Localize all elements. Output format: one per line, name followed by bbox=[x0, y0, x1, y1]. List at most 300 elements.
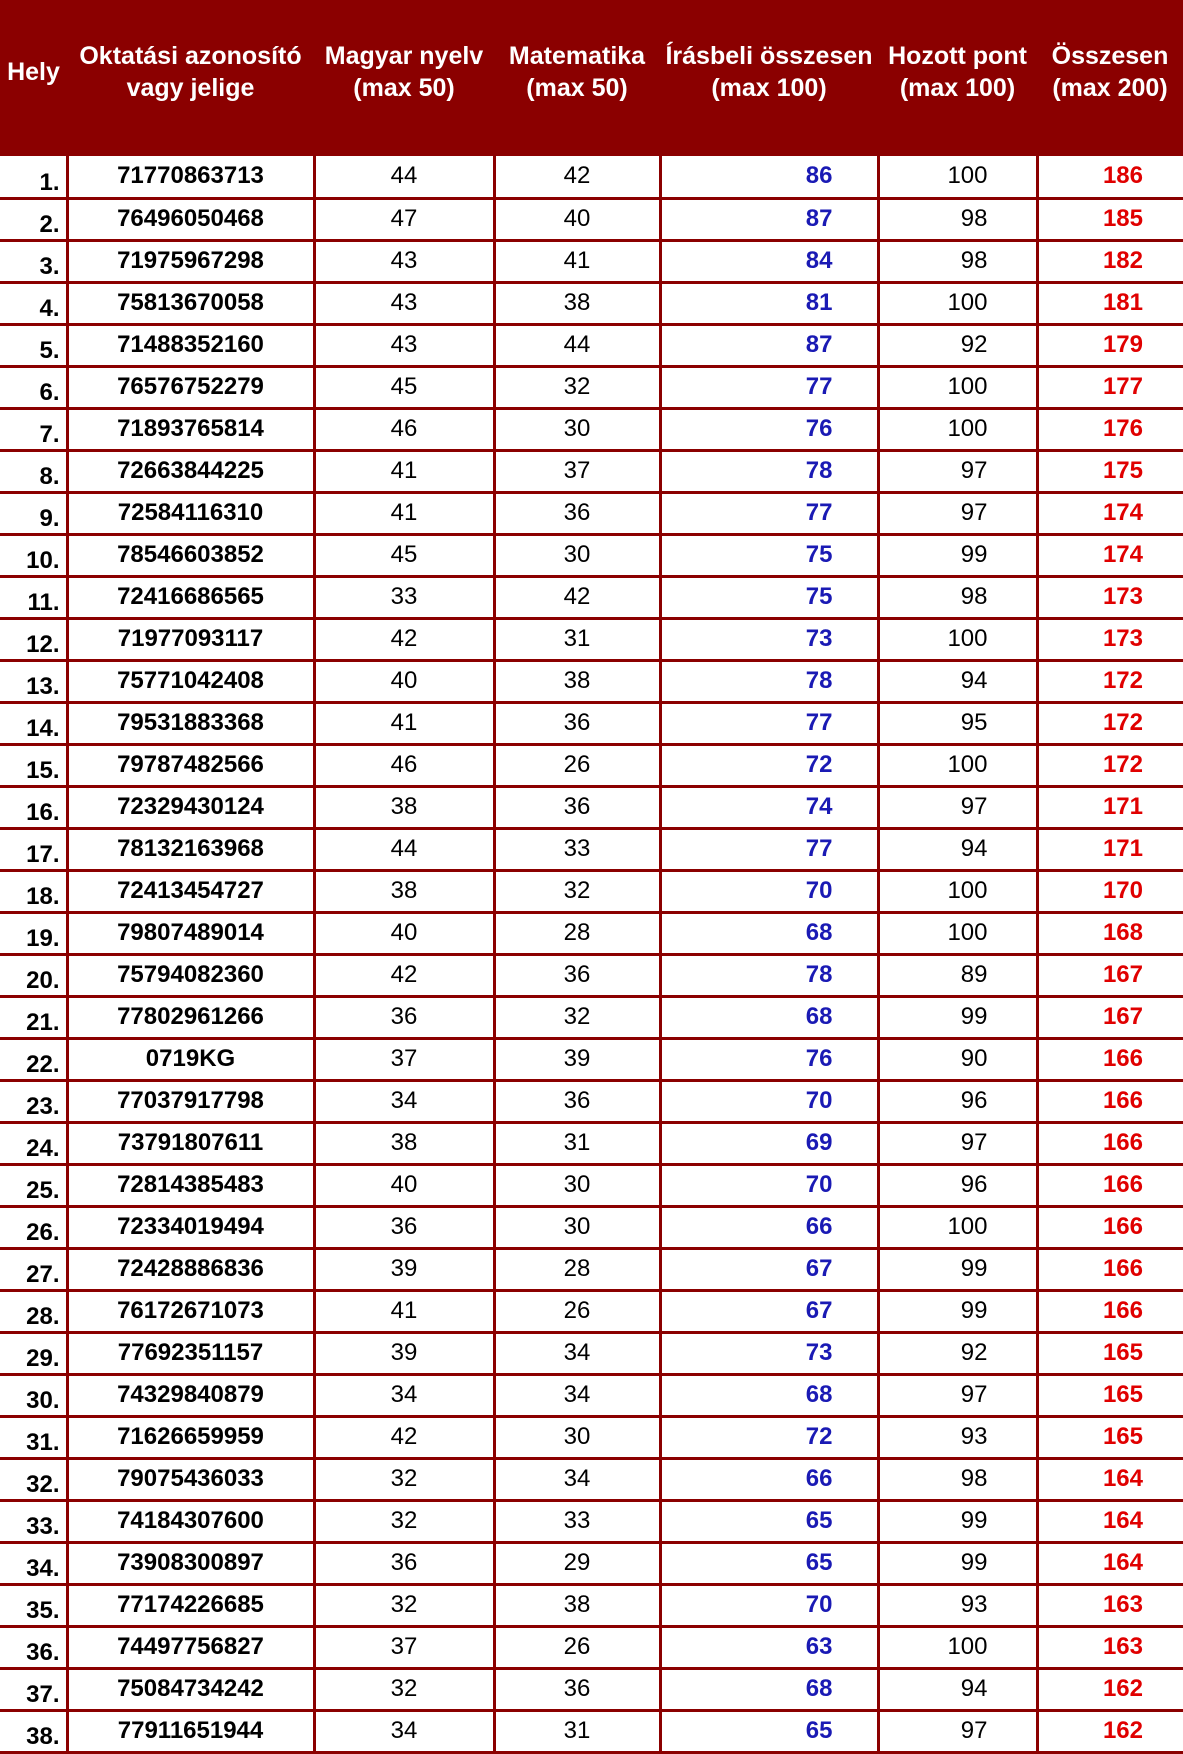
brought-points-cell: 98 bbox=[878, 576, 1037, 618]
brought-header-line2: (max 100) bbox=[899, 74, 1016, 102]
brought-points-cell: 93 bbox=[878, 1584, 1037, 1626]
grand-total-cell: 174 bbox=[1037, 534, 1183, 576]
brought-points-cell: 97 bbox=[878, 450, 1037, 492]
grand-total-header bbox=[1037, 0, 1183, 156]
hungarian-score-cell: 39 bbox=[314, 1332, 494, 1374]
rank-cell: 22. bbox=[0, 1038, 67, 1080]
hungarian-score-cell: 42 bbox=[314, 1416, 494, 1458]
hungarian-score-cell: 41 bbox=[314, 492, 494, 534]
written-total-cell: 70 bbox=[660, 870, 878, 912]
applicant-code-cell: 79075436033 bbox=[67, 1458, 314, 1500]
grand-total-cell: 182 bbox=[1037, 240, 1183, 282]
rank-cell: 34. bbox=[0, 1542, 67, 1584]
brought-points-cell: 94 bbox=[878, 660, 1037, 702]
written-total-cell: 87 bbox=[660, 198, 878, 240]
written-total-cell: 70 bbox=[660, 1584, 878, 1626]
grand-total-cell: 176 bbox=[1037, 408, 1183, 450]
written-total-cell: 68 bbox=[660, 1374, 878, 1416]
table-row bbox=[0, 324, 1183, 366]
brought-points-cell: 100 bbox=[878, 618, 1037, 660]
math-score-cell: 36 bbox=[494, 786, 660, 828]
table-row bbox=[0, 450, 1183, 492]
hungarian-score-cell: 33 bbox=[314, 576, 494, 618]
table-row bbox=[0, 1206, 1183, 1248]
applicant-code-cell: 79531883368 bbox=[67, 702, 314, 744]
math-score-cell: 33 bbox=[494, 1500, 660, 1542]
applicant-code-cell: 71893765814 bbox=[67, 408, 314, 450]
grand-total-cell: 165 bbox=[1037, 1332, 1183, 1374]
math-score-cell: 30 bbox=[494, 1206, 660, 1248]
rank-cell: 21. bbox=[0, 996, 67, 1038]
math-score-cell: 28 bbox=[494, 1248, 660, 1290]
grand-total-cell: 173 bbox=[1037, 618, 1183, 660]
rank-cell: 8. bbox=[0, 450, 67, 492]
written-total-cell: 78 bbox=[660, 660, 878, 702]
brought-points-cell: 89 bbox=[878, 954, 1037, 996]
table-body bbox=[0, 156, 1183, 1752]
rank-cell: 26. bbox=[0, 1206, 67, 1248]
code-header-line2: vagy jelige bbox=[126, 74, 255, 102]
rank-cell: 20. bbox=[0, 954, 67, 996]
written-total-cell: 68 bbox=[660, 996, 878, 1038]
math-score-cell: 30 bbox=[494, 1416, 660, 1458]
grand-total-cell: 166 bbox=[1037, 1080, 1183, 1122]
brought-points-cell: 100 bbox=[878, 366, 1037, 408]
rank-cell: 3. bbox=[0, 240, 67, 282]
written-total-cell: 65 bbox=[660, 1542, 878, 1584]
rank-cell: 5. bbox=[0, 324, 67, 366]
table-row bbox=[0, 156, 1183, 198]
grand-total-cell: 174 bbox=[1037, 492, 1183, 534]
table-row bbox=[0, 1038, 1183, 1080]
hungarian-score-cell: 47 bbox=[314, 198, 494, 240]
math-score-cell: 38 bbox=[494, 660, 660, 702]
math-score-cell: 36 bbox=[494, 1668, 660, 1710]
applicant-code-cell: 77692351157 bbox=[67, 1332, 314, 1374]
written-total-cell: 73 bbox=[660, 618, 878, 660]
math-score-cell: 41 bbox=[494, 240, 660, 282]
math-score-cell: 31 bbox=[494, 1122, 660, 1164]
applicant-code-cell: 79787482566 bbox=[67, 744, 314, 786]
rank-cell: 13. bbox=[0, 660, 67, 702]
brought-points-cell: 99 bbox=[878, 534, 1037, 576]
hungarian-score-cell: 34 bbox=[314, 1710, 494, 1752]
rank-cell: 27. bbox=[0, 1248, 67, 1290]
written-total-cell: 72 bbox=[660, 1416, 878, 1458]
table-row bbox=[0, 1584, 1183, 1626]
rank-cell: 30. bbox=[0, 1374, 67, 1416]
hungarian-score-cell: 32 bbox=[314, 1584, 494, 1626]
grand-total-cell: 179 bbox=[1037, 324, 1183, 366]
math-score-cell: 28 bbox=[494, 912, 660, 954]
math-score-cell: 38 bbox=[494, 1584, 660, 1626]
grand-total-cell: 177 bbox=[1037, 366, 1183, 408]
written-total-cell: 66 bbox=[660, 1458, 878, 1500]
grand-total-cell: 172 bbox=[1037, 702, 1183, 744]
table-row bbox=[0, 1416, 1183, 1458]
hungarian-score-cell: 32 bbox=[314, 1668, 494, 1710]
brought-points-cell: 99 bbox=[878, 1500, 1037, 1542]
table-row bbox=[0, 954, 1183, 996]
written-total-cell: 86 bbox=[660, 156, 878, 198]
hungarian-score-cell: 37 bbox=[314, 1038, 494, 1080]
math-header bbox=[494, 0, 660, 156]
brought-points-cell: 99 bbox=[878, 1248, 1037, 1290]
hungarian-score-cell: 38 bbox=[314, 870, 494, 912]
rank-cell: 15. bbox=[0, 744, 67, 786]
brought-points-cell: 100 bbox=[878, 408, 1037, 450]
hungarian-score-cell: 40 bbox=[314, 912, 494, 954]
table-row bbox=[0, 1542, 1183, 1584]
grand-total-cell: 181 bbox=[1037, 282, 1183, 324]
grand-total-cell: 166 bbox=[1037, 1290, 1183, 1332]
grand-total-cell: 171 bbox=[1037, 786, 1183, 828]
written-total-cell: 76 bbox=[660, 1038, 878, 1080]
table-row bbox=[0, 1626, 1183, 1668]
math-score-cell: 44 bbox=[494, 324, 660, 366]
written-total-cell: 73 bbox=[660, 1332, 878, 1374]
written-total-cell: 84 bbox=[660, 240, 878, 282]
applicant-code-cell: 72334019494 bbox=[67, 1206, 314, 1248]
math-score-cell: 33 bbox=[494, 828, 660, 870]
rank-cell: 1. bbox=[0, 156, 67, 198]
applicant-code-cell: 75771042408 bbox=[67, 660, 314, 702]
math-score-cell: 29 bbox=[494, 1542, 660, 1584]
grand-total-cell: 185 bbox=[1037, 198, 1183, 240]
grand-total-cell: 168 bbox=[1037, 912, 1183, 954]
applicant-code-cell: 0719KG bbox=[67, 1038, 314, 1080]
grand-total-cell: 166 bbox=[1037, 1038, 1183, 1080]
applicant-code-cell: 72814385483 bbox=[67, 1164, 314, 1206]
grand-total-cell: 165 bbox=[1037, 1374, 1183, 1416]
code-header-line1: Oktatási azonosító bbox=[79, 42, 302, 70]
math-score-cell: 30 bbox=[494, 408, 660, 450]
hungarian-score-cell: 45 bbox=[314, 366, 494, 408]
rank-cell: 23. bbox=[0, 1080, 67, 1122]
applicant-code-cell: 74184307600 bbox=[67, 1500, 314, 1542]
applicant-code-cell: 74329840879 bbox=[67, 1374, 314, 1416]
brought-points-cell: 94 bbox=[878, 828, 1037, 870]
applicant-code-cell: 77911651944 bbox=[67, 1710, 314, 1752]
rank-cell: 18. bbox=[0, 870, 67, 912]
applicant-code-cell: 72584116310 bbox=[67, 492, 314, 534]
hungarian-score-cell: 42 bbox=[314, 954, 494, 996]
grand-total-cell: 166 bbox=[1037, 1206, 1183, 1248]
rank-cell: 17. bbox=[0, 828, 67, 870]
rank-cell: 19. bbox=[0, 912, 67, 954]
brought-points-cell: 92 bbox=[878, 324, 1037, 366]
table-row bbox=[0, 996, 1183, 1038]
rank-cell: 37. bbox=[0, 1668, 67, 1710]
applicant-code-cell: 72413454727 bbox=[67, 870, 314, 912]
table-row bbox=[0, 660, 1183, 702]
table-row bbox=[0, 912, 1183, 954]
table-row bbox=[0, 198, 1183, 240]
applicant-code-cell: 77037917798 bbox=[67, 1080, 314, 1122]
applicant-code-cell: 76172671073 bbox=[67, 1290, 314, 1332]
math-score-cell: 31 bbox=[494, 618, 660, 660]
table-row bbox=[0, 240, 1183, 282]
applicant-code-cell: 75794082360 bbox=[67, 954, 314, 996]
grand-total-cell: 162 bbox=[1037, 1668, 1183, 1710]
brought-points-cell: 92 bbox=[878, 1332, 1037, 1374]
hungarian-header bbox=[314, 0, 494, 156]
applicant-code-cell: 77174226685 bbox=[67, 1584, 314, 1626]
brought-points-cell: 99 bbox=[878, 1542, 1037, 1584]
rank-cell: 2. bbox=[0, 198, 67, 240]
math-score-cell: 37 bbox=[494, 450, 660, 492]
math-score-cell: 34 bbox=[494, 1458, 660, 1500]
written-total-cell: 72 bbox=[660, 744, 878, 786]
table-row bbox=[0, 492, 1183, 534]
written-total-cell: 77 bbox=[660, 828, 878, 870]
math-score-cell: 34 bbox=[494, 1374, 660, 1416]
math-score-cell: 42 bbox=[494, 156, 660, 198]
rank-cell: 16. bbox=[0, 786, 67, 828]
table-row bbox=[0, 366, 1183, 408]
written-total-cell: 77 bbox=[660, 366, 878, 408]
brought-points-cell: 100 bbox=[878, 156, 1037, 198]
hungarian-score-cell: 41 bbox=[314, 1290, 494, 1332]
math-score-cell: 30 bbox=[494, 534, 660, 576]
hungarian-score-cell: 36 bbox=[314, 1542, 494, 1584]
applicant-code-cell: 76576752279 bbox=[67, 366, 314, 408]
applicant-code-cell: 71975967298 bbox=[67, 240, 314, 282]
brought-points-cell: 96 bbox=[878, 1080, 1037, 1122]
hungarian-score-cell: 32 bbox=[314, 1458, 494, 1500]
applicant-code-cell: 71977093117 bbox=[67, 618, 314, 660]
table-row bbox=[0, 702, 1183, 744]
applicant-code-cell: 76496050468 bbox=[67, 198, 314, 240]
rank-cell: 12. bbox=[0, 618, 67, 660]
applicant-code-cell: 75813670058 bbox=[67, 282, 314, 324]
grand-total-cell: 163 bbox=[1037, 1584, 1183, 1626]
brought-points-cell: 97 bbox=[878, 1710, 1037, 1752]
rank-cell: 28. bbox=[0, 1290, 67, 1332]
math-score-cell: 30 bbox=[494, 1164, 660, 1206]
applicant-code-cell: 74497756827 bbox=[67, 1626, 314, 1668]
math-score-cell: 26 bbox=[494, 1626, 660, 1668]
table-row bbox=[0, 1164, 1183, 1206]
rank-cell: 33. bbox=[0, 1500, 67, 1542]
brought-points-cell: 97 bbox=[878, 1374, 1037, 1416]
brought-points-cell: 97 bbox=[878, 1122, 1037, 1164]
brought-points-cell: 100 bbox=[878, 1206, 1037, 1248]
math-score-cell: 32 bbox=[494, 366, 660, 408]
math-score-cell: 38 bbox=[494, 282, 660, 324]
applicant-code-cell: 79807489014 bbox=[67, 912, 314, 954]
math-header-line2: (max 50) bbox=[526, 74, 628, 102]
applicant-code-cell: 71626659959 bbox=[67, 1416, 314, 1458]
written-total-cell: 78 bbox=[660, 954, 878, 996]
written-header-line2: (max 100) bbox=[711, 74, 827, 102]
grand-total-cell: 162 bbox=[1037, 1710, 1183, 1752]
table-row bbox=[0, 534, 1183, 576]
brought-points-cell: 98 bbox=[878, 240, 1037, 282]
rank-cell: 4. bbox=[0, 282, 67, 324]
hungarian-score-cell: 38 bbox=[314, 786, 494, 828]
hungarian-score-cell: 43 bbox=[314, 240, 494, 282]
applicant-code-cell: 78546603852 bbox=[67, 534, 314, 576]
table-row bbox=[0, 1374, 1183, 1416]
rank-cell: 7. bbox=[0, 408, 67, 450]
hungarian-score-cell: 34 bbox=[314, 1374, 494, 1416]
written-total-cell: 66 bbox=[660, 1206, 878, 1248]
table-row bbox=[0, 786, 1183, 828]
brought-points-cell: 99 bbox=[878, 1290, 1037, 1332]
grand-total-cell: 186 bbox=[1037, 156, 1183, 198]
brought-points-cell: 100 bbox=[878, 870, 1037, 912]
written-total-cell: 77 bbox=[660, 702, 878, 744]
grand-total-cell: 164 bbox=[1037, 1500, 1183, 1542]
grand-total-cell: 166 bbox=[1037, 1164, 1183, 1206]
brought-points-cell: 90 bbox=[878, 1038, 1037, 1080]
rank-cell: 14. bbox=[0, 702, 67, 744]
grand-total-cell: 167 bbox=[1037, 954, 1183, 996]
brought-points-cell: 94 bbox=[878, 1668, 1037, 1710]
written-total-cell: 67 bbox=[660, 1290, 878, 1332]
hungarian-score-cell: 41 bbox=[314, 450, 494, 492]
grand-total-cell: 172 bbox=[1037, 660, 1183, 702]
brought-points-cell: 95 bbox=[878, 702, 1037, 744]
hungarian-score-cell: 38 bbox=[314, 1122, 494, 1164]
table-row bbox=[0, 1668, 1183, 1710]
math-score-cell: 36 bbox=[494, 954, 660, 996]
hungarian-score-cell: 46 bbox=[314, 744, 494, 786]
written-total-header bbox=[660, 0, 878, 156]
written-total-cell: 63 bbox=[660, 1626, 878, 1668]
written-total-cell: 75 bbox=[660, 576, 878, 618]
hungarian-score-cell: 42 bbox=[314, 618, 494, 660]
table-row bbox=[0, 828, 1183, 870]
applicant-code-cell: 72428886836 bbox=[67, 1248, 314, 1290]
grand-total-cell: 166 bbox=[1037, 1122, 1183, 1164]
math-score-cell: 26 bbox=[494, 1290, 660, 1332]
brought-points-cell: 98 bbox=[878, 198, 1037, 240]
grand-total-cell: 163 bbox=[1037, 1626, 1183, 1668]
grand-total-cell: 172 bbox=[1037, 744, 1183, 786]
hungarian-score-cell: 40 bbox=[314, 1164, 494, 1206]
hungarian-score-cell: 43 bbox=[314, 324, 494, 366]
hungarian-score-cell: 36 bbox=[314, 1206, 494, 1248]
table-row bbox=[0, 1332, 1183, 1374]
hungarian-score-cell: 32 bbox=[314, 1500, 494, 1542]
hungarian-score-cell: 40 bbox=[314, 660, 494, 702]
math-score-cell: 42 bbox=[494, 576, 660, 618]
applicant-code-cell: 73908300897 bbox=[67, 1542, 314, 1584]
grand-total-cell: 164 bbox=[1037, 1458, 1183, 1500]
math-score-cell: 34 bbox=[494, 1332, 660, 1374]
written-total-cell: 74 bbox=[660, 786, 878, 828]
grand-total-cell: 167 bbox=[1037, 996, 1183, 1038]
applicant-code-cell: 78132163968 bbox=[67, 828, 314, 870]
table-row bbox=[0, 1290, 1183, 1332]
rank-cell: 25. bbox=[0, 1164, 67, 1206]
brought-points-cell: 100 bbox=[878, 282, 1037, 324]
header-row bbox=[0, 0, 1183, 156]
hungarian-score-cell: 44 bbox=[314, 156, 494, 198]
rank-cell: 24. bbox=[0, 1122, 67, 1164]
rank-cell: 32. bbox=[0, 1458, 67, 1500]
written-total-cell: 77 bbox=[660, 492, 878, 534]
rank-cell: 31. bbox=[0, 1416, 67, 1458]
math-score-cell: 39 bbox=[494, 1038, 660, 1080]
applicant-code-cell: 72416686565 bbox=[67, 576, 314, 618]
hungarian-score-cell: 34 bbox=[314, 1080, 494, 1122]
rank-cell: 35. bbox=[0, 1584, 67, 1626]
hungarian-score-cell: 46 bbox=[314, 408, 494, 450]
applicant-code-cell: 77802961266 bbox=[67, 996, 314, 1038]
rank-header bbox=[0, 0, 67, 156]
math-score-cell: 26 bbox=[494, 744, 660, 786]
grand-total-cell: 175 bbox=[1037, 450, 1183, 492]
brought-points-header bbox=[878, 0, 1037, 156]
hungarian-score-cell: 44 bbox=[314, 828, 494, 870]
table-header bbox=[0, 0, 1183, 156]
math-header-line1: Matematika bbox=[508, 42, 646, 70]
math-score-cell: 31 bbox=[494, 1710, 660, 1752]
math-score-cell: 36 bbox=[494, 492, 660, 534]
table-row bbox=[0, 1458, 1183, 1500]
table-row bbox=[0, 870, 1183, 912]
hungarian-score-cell: 43 bbox=[314, 282, 494, 324]
total-header-line2: (max 200) bbox=[1052, 74, 1168, 102]
grand-total-cell: 171 bbox=[1037, 828, 1183, 870]
table-row bbox=[0, 282, 1183, 324]
table-row bbox=[0, 1710, 1183, 1752]
table-row bbox=[0, 744, 1183, 786]
rank-cell: 36. bbox=[0, 1626, 67, 1668]
rank-cell: 11. bbox=[0, 576, 67, 618]
brought-points-cell: 98 bbox=[878, 1458, 1037, 1500]
hungarian-header-line1: Magyar nyelv bbox=[324, 42, 484, 70]
written-total-cell: 65 bbox=[660, 1500, 878, 1542]
table-row bbox=[0, 618, 1183, 660]
written-total-cell: 75 bbox=[660, 534, 878, 576]
rank-cell: 10. bbox=[0, 534, 67, 576]
math-score-cell: 32 bbox=[494, 870, 660, 912]
hungarian-score-cell: 45 bbox=[314, 534, 494, 576]
written-total-cell: 68 bbox=[660, 1668, 878, 1710]
written-total-cell: 70 bbox=[660, 1080, 878, 1122]
grand-total-cell: 173 bbox=[1037, 576, 1183, 618]
table-row bbox=[0, 1080, 1183, 1122]
rank-cell: 38. bbox=[0, 1710, 67, 1752]
rank-cell: 9. bbox=[0, 492, 67, 534]
written-total-cell: 70 bbox=[660, 1164, 878, 1206]
applicant-code-cell: 73791807611 bbox=[67, 1122, 314, 1164]
hungarian-score-cell: 36 bbox=[314, 996, 494, 1038]
written-total-cell: 76 bbox=[660, 408, 878, 450]
rank-cell: 6. bbox=[0, 366, 67, 408]
total-header-line1: Összesen bbox=[1051, 42, 1169, 70]
table-row bbox=[0, 1248, 1183, 1290]
written-total-cell: 65 bbox=[660, 1710, 878, 1752]
brought-points-cell: 97 bbox=[878, 786, 1037, 828]
brought-points-cell: 93 bbox=[878, 1416, 1037, 1458]
brought-points-cell: 100 bbox=[878, 912, 1037, 954]
brought-points-cell: 100 bbox=[878, 744, 1037, 786]
math-score-cell: 36 bbox=[494, 702, 660, 744]
written-total-cell: 67 bbox=[660, 1248, 878, 1290]
brought-points-cell: 99 bbox=[878, 996, 1037, 1038]
table-row bbox=[0, 408, 1183, 450]
written-total-cell: 68 bbox=[660, 912, 878, 954]
math-score-cell: 36 bbox=[494, 1080, 660, 1122]
hungarian-score-cell: 41 bbox=[314, 702, 494, 744]
applicant-code-cell: 72329430124 bbox=[67, 786, 314, 828]
hungarian-score-cell: 37 bbox=[314, 1626, 494, 1668]
